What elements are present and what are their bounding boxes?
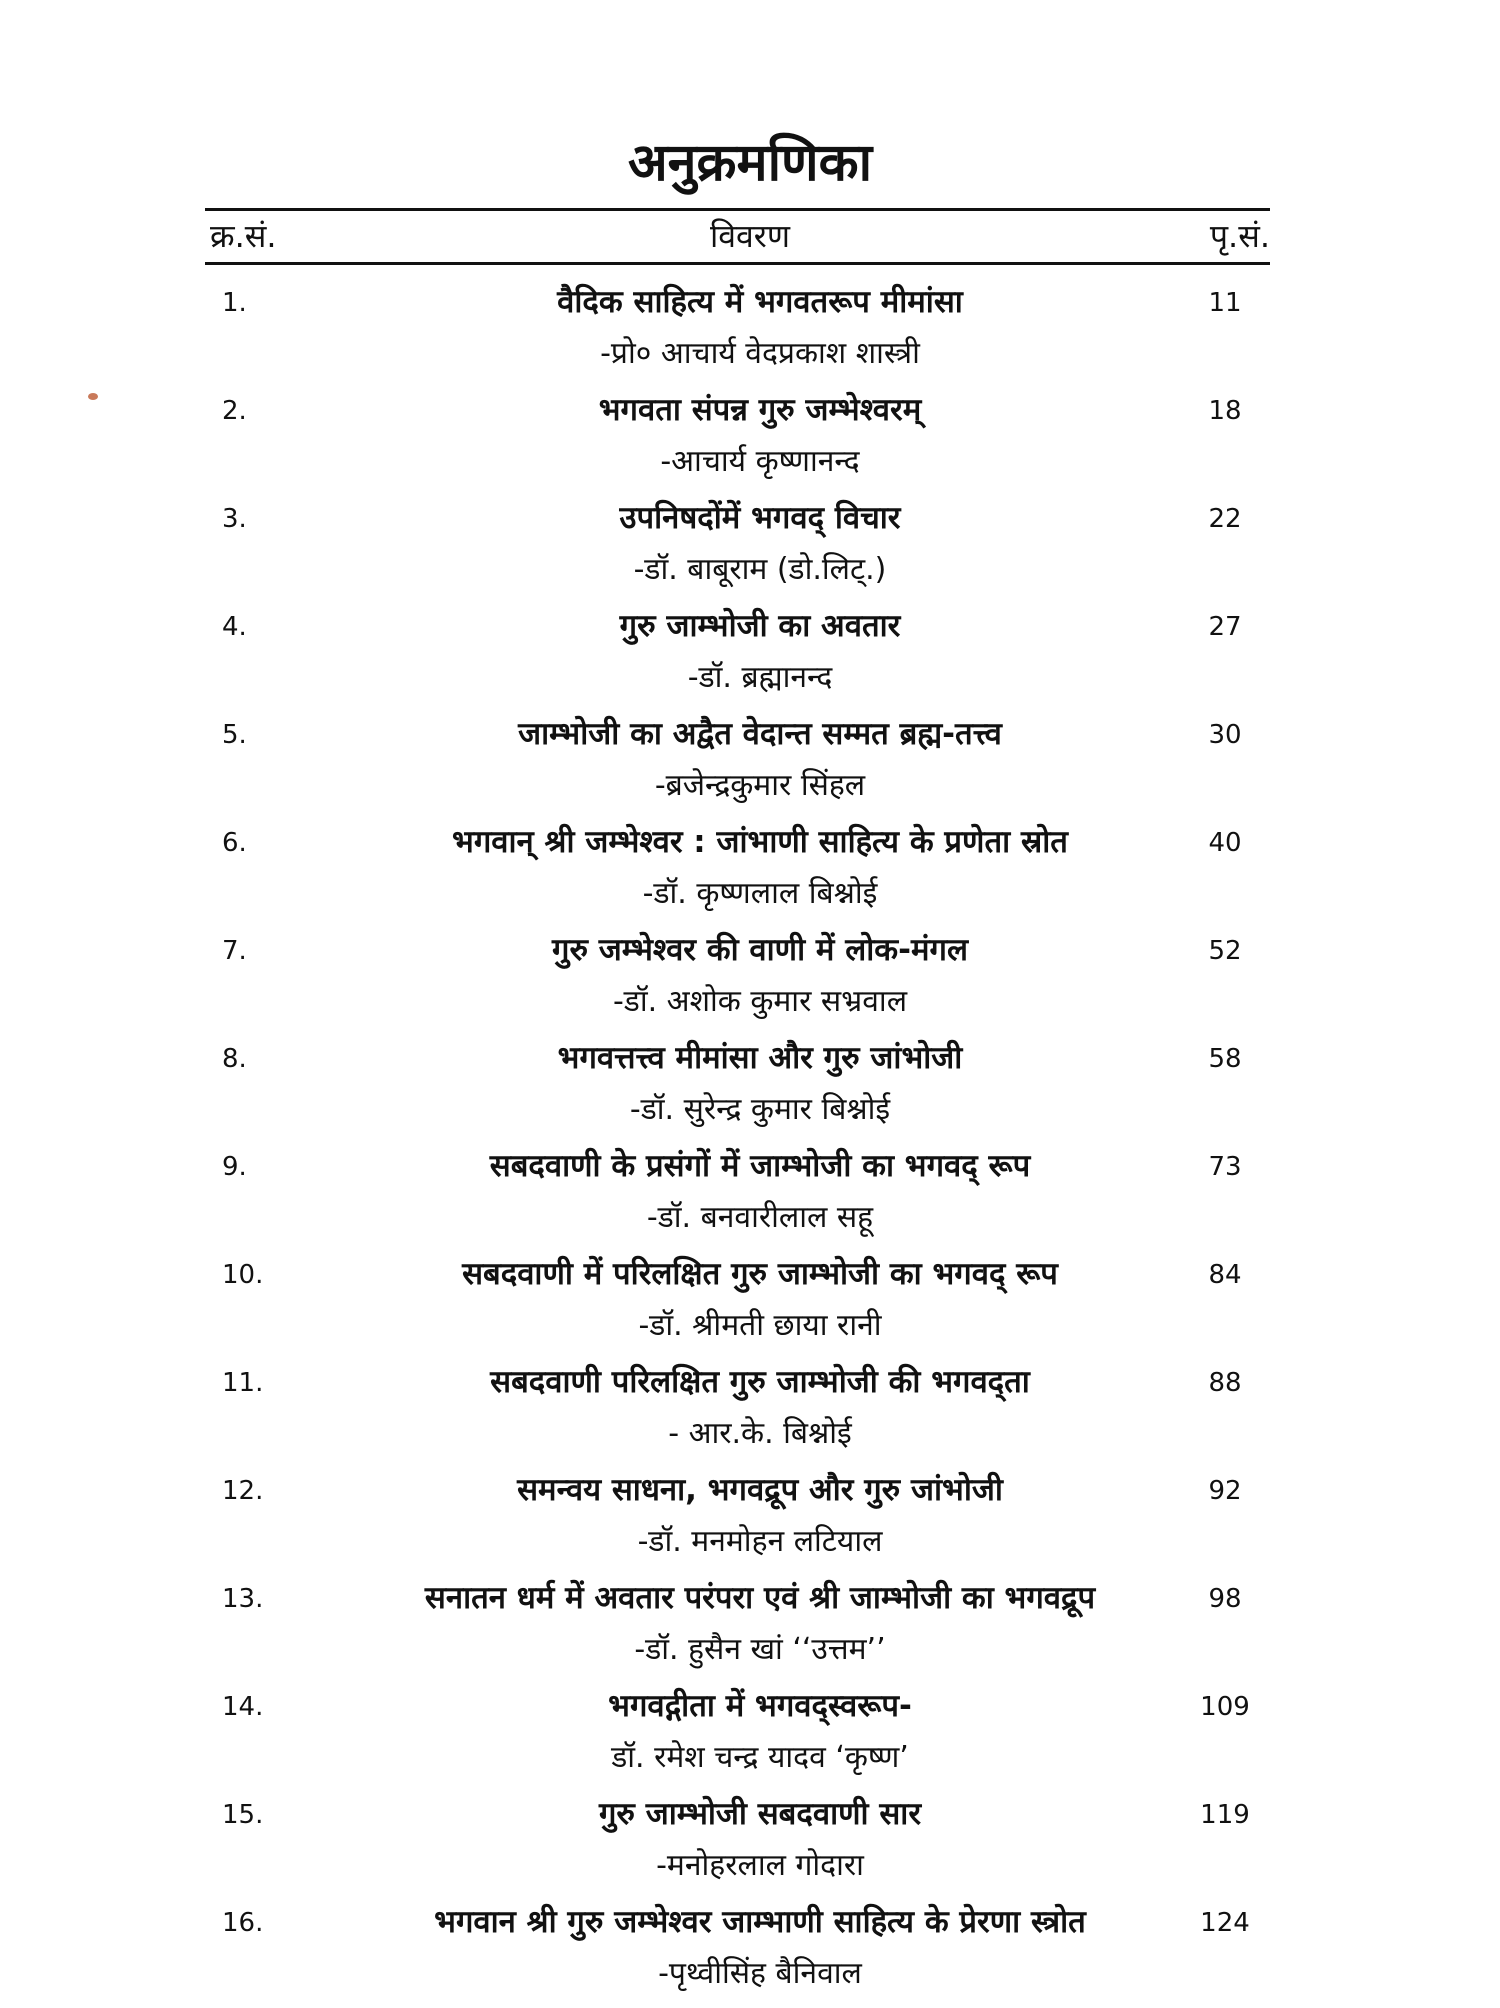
entry-title: भगवान श्री गुरु जम्भेश्वर जाम्भाणी साहित्य के प्रेरणा स्त्रोत — [434, 1904, 1086, 1940]
entry-title: गुरु जाम्भोजी सबदवाणी सार — [598, 1796, 922, 1832]
entry-title: वैदिक साहित्य में भगवतरूप मीमांसा — [557, 284, 963, 320]
entry-author: -डॉ. ब्रह्मानन्द — [687, 660, 833, 695]
entry-title: जाम्भोजी का अद्वैत वेदान्त सम्मत ब्रह्म-तत्त्व — [518, 716, 1002, 752]
entry-author: -डॉ. हुसैन खां ‘‘उत्तम’’ — [634, 1632, 886, 1667]
entry-number: 8. — [222, 1044, 247, 1074]
entry-author: -डॉ. सुरेन्द्र कुमार बिश्नोई — [629, 1092, 891, 1127]
entry-number: 11. — [222, 1368, 264, 1398]
entry-title: उपनिषदोंमें भगवद् विचार — [619, 500, 901, 536]
toc-entry — [0, 1792, 1500, 1900]
entry-number: 5. — [222, 720, 247, 750]
entry-page-number: 27 — [1208, 612, 1242, 642]
toc-entry — [0, 1144, 1500, 1252]
entry-number: 3. — [222, 504, 247, 534]
entry-number: 1. — [222, 288, 247, 318]
entry-number: 12. — [222, 1476, 264, 1506]
entry-number: 6. — [222, 828, 247, 858]
entry-author: -डॉ. बनवारीलाल सहू — [646, 1200, 874, 1235]
entry-page-number: 88 — [1208, 1368, 1242, 1398]
entry-page-number: 18 — [1208, 396, 1242, 426]
page-column-header: पृ.सं. — [1209, 217, 1270, 255]
entry-author: -प्रो० आचार्य वेदप्रकाश शास्त्री — [600, 336, 920, 371]
entry-title: गुरु जम्भेश्वर की वाणी में लोक-मंगल — [552, 932, 968, 968]
toc-entry — [0, 388, 1500, 496]
toc-entry — [0, 280, 1500, 388]
entry-page-number: 11 — [1208, 288, 1242, 318]
entry-page-number: 73 — [1208, 1152, 1242, 1182]
toc-entry — [0, 1684, 1500, 1792]
toc-entry — [0, 820, 1500, 928]
entry-number: 9. — [222, 1152, 247, 1182]
description-column-header: विवरण — [709, 217, 791, 255]
entry-page-number: 119 — [1200, 1800, 1250, 1830]
entry-author: -पृथ्वीसिंह बैनिवाल — [658, 1956, 862, 1991]
entry-page-number: 98 — [1208, 1584, 1242, 1614]
toc-entry — [0, 1468, 1500, 1576]
header-top-rule — [205, 208, 1270, 211]
entry-author: -मनोहरलाल गोदारा — [656, 1848, 864, 1883]
entry-title: भगवत्तत्त्व मीमांसा और गुरु जांभोजी — [557, 1040, 963, 1076]
toc-entry — [0, 1360, 1500, 1468]
serial-column-header: क्र.सं. — [210, 217, 277, 255]
entry-number: 14. — [222, 1692, 264, 1722]
entry-number: 16. — [222, 1908, 264, 1938]
toc-entry — [0, 712, 1500, 820]
header-bottom-rule — [205, 262, 1270, 265]
entry-number: 10. — [222, 1260, 264, 1290]
entry-title: सबदवाणी परिलक्षित गुरु जाम्भोजी की भगवद्ता — [490, 1364, 1030, 1400]
toc-entry — [0, 1900, 1500, 2008]
toc-entry — [0, 1252, 1500, 1360]
toc-entry — [0, 496, 1500, 604]
entry-author: -डॉ. कृष्णलाल बिश्नोई — [642, 876, 878, 911]
entry-number: 13. — [222, 1584, 264, 1614]
toc-entry — [0, 1576, 1500, 1684]
entry-page-number: 58 — [1208, 1044, 1242, 1074]
entry-author: -डॉ. अशोक कुमार सभ्रवाल — [612, 984, 908, 1019]
entry-title: समन्वय साधना, भगवद्रूप और गुरु जांभोजी — [517, 1472, 1003, 1508]
toc-entry — [0, 1036, 1500, 1144]
entry-author: -डॉ. श्रीमती छाया रानी — [638, 1308, 882, 1343]
entry-page-number: 84 — [1208, 1260, 1242, 1290]
entry-author: -ब्रजेन्द्रकुमार सिंहल — [654, 768, 866, 803]
entry-author: -डॉ. बाबूराम (डो.लिट्.) — [633, 552, 887, 587]
entry-number: 2. — [222, 396, 247, 426]
entry-page-number: 30 — [1208, 720, 1242, 750]
entry-title: गुरु जाम्भोजी का अवतार — [619, 608, 901, 644]
entry-page-number: 22 — [1208, 504, 1242, 534]
entry-page-number: 52 — [1208, 936, 1242, 966]
toc-list — [0, 280, 1500, 2008]
entry-author: -आचार्य कृष्णानन्द — [660, 444, 860, 479]
toc-entry — [0, 604, 1500, 712]
entry-title: भगवद्गीता में भगवद्स्वरूप- — [608, 1688, 912, 1724]
entry-number: 4. — [222, 612, 247, 642]
entry-title: सबदवाणी के प्रसंगों में जाम्भोजी का भगवद् रूप — [489, 1148, 1031, 1184]
page-title: अनुक्रमणिका — [627, 133, 873, 193]
entry-author: - आर.के. बिश्नोई — [668, 1416, 852, 1451]
entry-author: डॉ. रमेश चन्द्र यादव ‘कृष्ण’ — [611, 1740, 909, 1775]
entry-title: भगवता संपन्न गुरु जम्भेश्वरम् — [598, 392, 922, 428]
entry-title: सबदवाणी में परिलक्षित गुरु जाम्भोजी का भगवद् रूप — [462, 1256, 1058, 1292]
entry-number: 15. — [222, 1800, 264, 1830]
entry-page-number: 92 — [1208, 1476, 1242, 1506]
entry-page-number: 40 — [1208, 828, 1242, 858]
entry-title: सनातन धर्म में अवतार परंपरा एवं श्री जाम्भोजी का भगवद्रूप — [424, 1580, 1096, 1616]
entry-page-number: 109 — [1200, 1692, 1250, 1722]
entry-page-number: 124 — [1200, 1908, 1250, 1938]
entry-author: -डॉ. मनमोहन लटियाल — [637, 1524, 883, 1559]
entry-number: 7. — [222, 936, 247, 966]
toc-entry — [0, 928, 1500, 1036]
entry-title: भगवान् श्री जम्भेश्वर : जांभाणी साहित्य के प्रणेता स्रोत — [452, 824, 1068, 860]
